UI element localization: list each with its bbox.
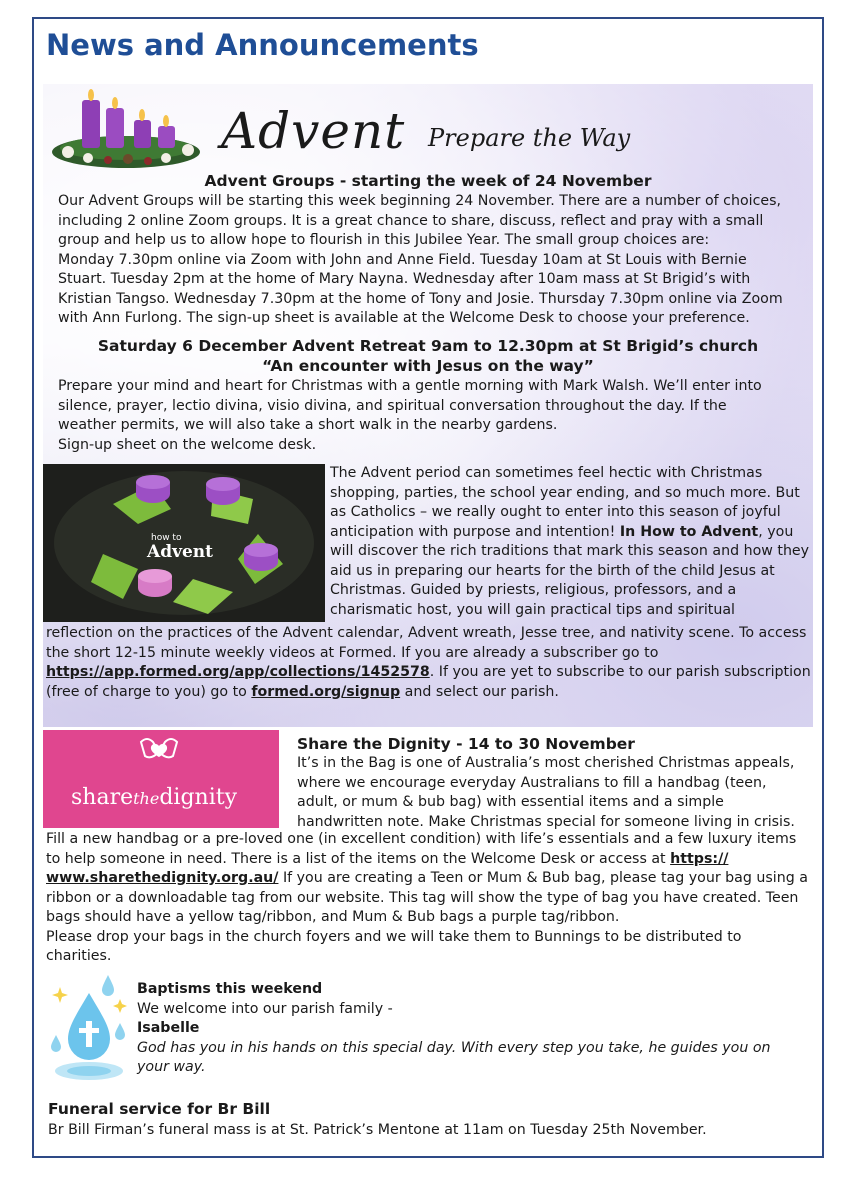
text-line — [46, 663, 811, 683]
text-line: group and help us to allow hope to flourish in this Jubilee Year. The small group choices are: — [58, 232, 710, 248]
formed-signup-link[interactable]: formed.org/signup — [251, 683, 401, 700]
advent-groups-heading: Advent Groups - starting the week of 24 November — [204, 172, 652, 190]
text-segment: , you — [758, 523, 794, 540]
logo-text-the: the — [133, 789, 160, 808]
advent-wreath-image — [48, 86, 203, 170]
retreat-heading: Saturday 6 December Advent Retreat 9am to 12.30pm at St Brigid’s church — [97, 337, 759, 355]
formed-collection-link[interactable]: https://app.formed.org/app/collections/1452578 — [46, 664, 430, 680]
text-line: Prepare your mind and heart for Christmas with a gentle morning with Mark Walsh. We’ll enter into — [58, 378, 762, 394]
share-dignity-side-text — [297, 754, 795, 832]
logo-text-dignity: dignity — [159, 785, 238, 810]
share-dignity-link-part-1[interactable]: https:// — [670, 850, 729, 867]
text-line: Our Advent Groups will be starting this week beginning 24 November. There are a number of choices, — [58, 193, 782, 209]
text-line: including 2 online Zoom groups. It is a great chance to share, discuss, reflect and pray with a small — [58, 212, 764, 229]
how-to-label: how to — [151, 533, 182, 543]
text-line: charismatic host, you will gain practical tips and spiritual — [330, 601, 735, 618]
text-segment: . If you are yet to subscribe to our parish subscription — [429, 664, 811, 680]
share-dignity-link-part-2[interactable]: www.sharethedignity.org.au/ — [46, 870, 279, 886]
text-segment: anticipation with purpose and intention! — [330, 523, 620, 540]
share-the-dignity-logo — [43, 730, 279, 828]
baptism-blessing-line-1: God has you in his hands on this special day. With every step you take, he guides you on — [137, 1039, 771, 1056]
text-segment: and select our parish. — [400, 683, 559, 700]
advent-groups-text — [58, 192, 783, 329]
text-line: Kristian Tangso. Wednesday 7.30pm at the home of Tony and Josie. Thursday 7.30pm online via Zoom — [58, 290, 783, 307]
baptisms-welcome: We welcome into our parish family - — [137, 1000, 393, 1017]
text-line: as Catholics – we really ought to enter into this season of joyful — [330, 504, 781, 520]
how-to-advent-bold: In How to Advent — [619, 523, 759, 540]
hands-heart-icon — [43, 730, 279, 828]
text-line: Please drop your bags in the church foyers and we will take them to Bunnings to be distributed to — [46, 928, 742, 945]
text-line: shopping, parties, the school year ending, and so much more. But — [330, 484, 800, 501]
text-line: Fill a new handbag or a pre-loved one (in excellent condition) with life’s essentials and a few luxury items — [46, 831, 797, 847]
text-line: Monday 7.30pm online via Zoom with John and Anne Field. Tuesday 10am at St Louis with Bernie — [58, 251, 747, 268]
text-line: Stuart. Tuesday 2pm at the home of Mary Nayna. Wednesday after 10am mass at St Brigid’s with — [58, 271, 751, 287]
advent-label: Advent — [147, 542, 213, 562]
logo-text-share: share — [71, 785, 134, 810]
text-line: silence, prayer, lectio divina, visio divina, and spiritual conversation throughout the day. If the — [58, 397, 727, 414]
advent-script-title: Advent — [221, 102, 406, 160]
page-title: News and Announcements — [46, 28, 479, 62]
text-line: It’s in the Bag is one of Australia’s most cherished Christmas appeals, — [297, 755, 795, 771]
baptism-name: Isabelle — [137, 1020, 200, 1036]
baptisms-section — [137, 980, 771, 1078]
text-line — [46, 869, 808, 889]
text-line: The Advent period can sometimes feel hectic with Christmas — [330, 465, 763, 481]
text-segment: If you are creating a Teen or Mum & Bub bag, please tag your bag using a — [278, 870, 808, 886]
text-line: handwritten note. Make Christmas special for someone living in crisis. — [297, 813, 795, 830]
funeral-heading: Funeral service for Br Bill — [48, 1100, 271, 1118]
text-line: where we encourage everyday Australians to fill a handbag (teen, — [297, 774, 767, 791]
text-line: will discover the rich traditions that mark this season and how they — [330, 543, 810, 559]
retreat-subheading: “An encounter with Jesus on the way” — [262, 357, 594, 375]
text-line — [330, 523, 809, 543]
howto-full-text — [46, 624, 811, 702]
text-line: adult, or mum & bub bag) with essential items and a simple — [297, 794, 724, 810]
water-drop-cross-icon — [46, 975, 132, 1085]
howto-side-text — [330, 464, 809, 620]
share-dignity-full-text — [46, 830, 808, 967]
text-line: Christmas. Guided by priests, religious, professors, and a — [330, 582, 737, 598]
text-line: Sign-up sheet on the welcome desk. — [58, 436, 317, 453]
text-line: bags should have a yellow tag/ribbon, and Mum & Bub bags a purple tag/ribbon. — [46, 909, 620, 925]
share-dignity-heading: Share the Dignity - 14 to 30 November — [297, 735, 635, 753]
text-line: reflection on the practices of the Advent calendar, Advent wreath, Jesse tree, and nativity scene. To access — [46, 625, 807, 641]
text-line: with Ann Furlong. The sign-up sheet is available at the Welcome Desk to choose your preference. — [58, 310, 750, 326]
advent-panel — [43, 84, 813, 727]
baptism-blessing-line-2: your way. — [137, 1059, 206, 1075]
baptisms-heading: Baptisms this weekend — [137, 981, 323, 997]
advent-script-subtitle: Prepare the Way — [428, 124, 631, 152]
text-line: aid us in preparing our hearts for the birth of the child Jesus at — [330, 562, 775, 579]
text-line: the short 12-15 minute weekly videos at Formed. If you are already a subscriber go to — [46, 644, 659, 661]
text-line — [46, 683, 811, 703]
how-to-advent-image — [43, 464, 325, 622]
text-line: ribbon or a downloadable tag from our website. This tag will show the type of bag you have created. Teen — [46, 889, 799, 906]
retreat-text — [58, 377, 762, 455]
text-line — [46, 850, 808, 870]
text-line: charities. — [46, 948, 112, 964]
svg-text:sharethedignity — [71, 785, 238, 810]
text-segment: to help someone in need. There is a list of the items on the Welcome Desk or access at — [46, 850, 671, 867]
funeral-text: Br Bill Firman’s funeral mass is at St. Patrick’s Mentone at 11am on Tuesday 25th November. — [48, 1122, 707, 1138]
text-line: weather permits, we will also take a short walk in the nearby gardens. — [58, 417, 558, 433]
text-segment: (free of charge to you) go to — [46, 683, 252, 700]
